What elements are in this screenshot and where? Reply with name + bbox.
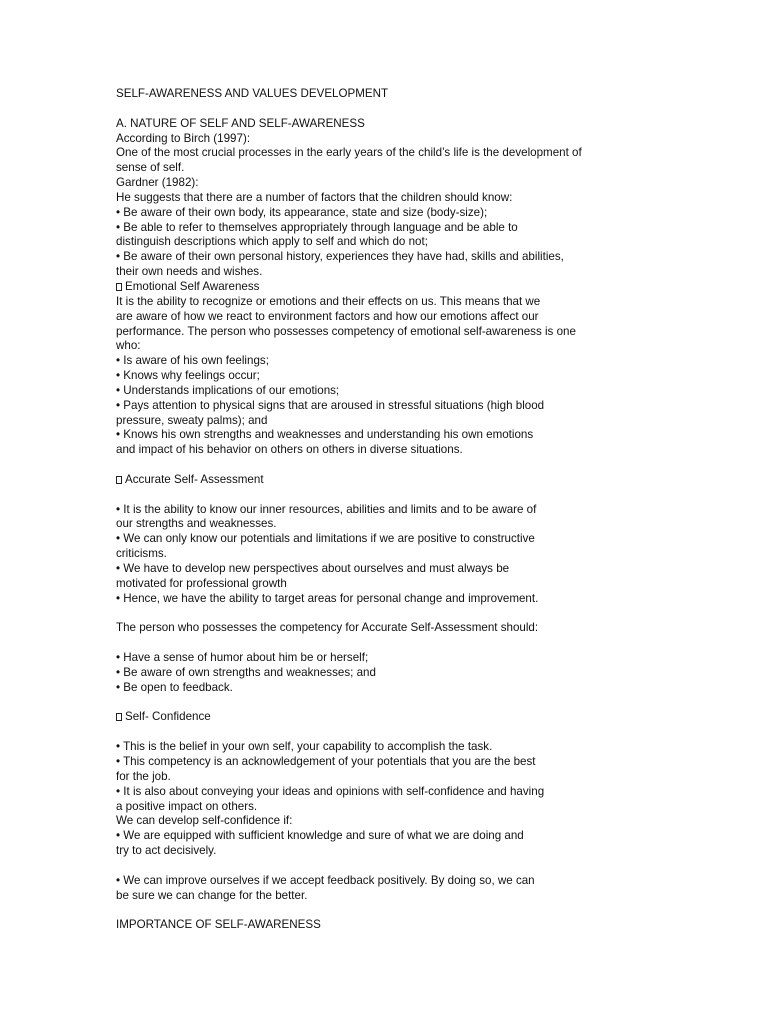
section-heading bbox=[116, 473, 716, 488]
text-line: • It is also about conveying your ideas and opinions with self-confidence and having bbox=[116, 784, 545, 798]
text-line: He suggests that there are a number of factors that the children should know: bbox=[116, 190, 513, 204]
text-line: We can develop self-confidence if: bbox=[116, 814, 293, 828]
section-heading-text: Self- Confidence bbox=[125, 710, 211, 724]
section-heading-text: Emotional Self Awareness bbox=[125, 279, 260, 293]
missing-glyph-icon bbox=[116, 283, 122, 291]
blank-line bbox=[116, 903, 716, 918]
missing-glyph-icon bbox=[116, 713, 122, 721]
text-line: • Pays attention to physical signs that are aroused in stressful situations (high blood bbox=[116, 398, 545, 412]
text-line: • We can only know our potentials and limitations if we are positive to constructive bbox=[116, 532, 535, 546]
text-line: pressure, sweaty palms); and bbox=[116, 413, 268, 427]
blank-line bbox=[116, 859, 716, 874]
blank-line bbox=[116, 102, 716, 117]
text-line: • Be open to feedback. bbox=[116, 680, 233, 694]
text-line: It is the ability to recognize or emotions and their effects on us. This means that we bbox=[116, 294, 541, 308]
text-line: • It is the ability to know our inner resources, abilities and limits and to be aware of bbox=[116, 502, 537, 516]
text-line: our strengths and weaknesses. bbox=[116, 517, 277, 531]
text-line: One of the most crucial processes in the early years of the child’s life is the development of bbox=[116, 146, 582, 160]
text-line: motivated for professional growth bbox=[116, 576, 287, 590]
text-line: • This competency is an acknowledgement of your potentials that you are the best bbox=[116, 754, 536, 768]
text-line: are aware of how we react to environment factors and how our emotions affect our bbox=[116, 309, 539, 323]
blank-line bbox=[116, 488, 716, 503]
text-line: IMPORTANCE OF SELF-AWARENESS bbox=[116, 918, 321, 932]
text-line: • This is the belief in your own self, your capability to accomplish the task. bbox=[116, 740, 493, 754]
section-heading-text: Accurate Self- Assessment bbox=[125, 472, 264, 486]
text-line: • Understands implications of our emotions; bbox=[116, 383, 340, 397]
text-line: • Be able to refer to themselves appropriately through language and be able to bbox=[116, 220, 518, 234]
document-page bbox=[116, 87, 716, 933]
text-line: According to Birch (1997): bbox=[116, 131, 251, 145]
text-line: The person who possesses the competency for Accurate Self-Assessment should: bbox=[116, 621, 539, 635]
text-line: • We have to develop new perspectives about ourselves and must always be bbox=[116, 562, 510, 575]
text-line: and impact of his behavior on others on others in diverse situations. bbox=[116, 443, 463, 457]
text-line: • Hence, we have the ability to target areas for personal change and improvement. bbox=[116, 591, 539, 605]
text-line: their own needs and wishes. bbox=[116, 265, 263, 279]
document-body bbox=[116, 117, 716, 933]
text-line: • Be aware of their own body, its appearance, state and size (body-size); bbox=[116, 205, 488, 219]
text-line: criticisms. bbox=[116, 547, 167, 561]
text-line: performance. The person who possesses competency of emotional self-awareness is one bbox=[116, 324, 576, 338]
text-line: • We are equipped with sufficient knowledge and sure of what we are doing and bbox=[116, 829, 524, 843]
blank-line bbox=[116, 636, 716, 651]
text-line: who: bbox=[116, 339, 141, 353]
missing-glyph-icon bbox=[116, 476, 122, 484]
text-line: • Knows why feelings occur; bbox=[116, 369, 260, 383]
blank-line bbox=[116, 696, 716, 711]
text-line: Gardner (1982): bbox=[116, 176, 199, 190]
text-line: A. NATURE OF SELF AND SELF-AWARENESS bbox=[116, 116, 365, 130]
section-heading bbox=[116, 710, 716, 725]
text-line: • Be aware of their own personal history, experiences they have had, skills and abilities, bbox=[116, 250, 564, 264]
section-heading bbox=[116, 280, 716, 295]
text-line: be sure we can change for the better. bbox=[116, 888, 308, 902]
blank-line bbox=[116, 725, 716, 740]
text-line: for the job. bbox=[116, 769, 171, 783]
blank-line bbox=[116, 458, 716, 473]
text-line: try to act decisively. bbox=[116, 844, 217, 858]
text-line: • Have a sense of humor about him be or herself; bbox=[116, 651, 369, 665]
text-line: sense of self. bbox=[116, 161, 185, 175]
blank-line bbox=[116, 607, 716, 622]
text-line: • Knows his own strengths and weaknesses and understanding his own emotions bbox=[116, 428, 534, 442]
text-line: • Be aware of own strengths and weaknesses; and bbox=[116, 665, 376, 679]
text-line: • We can improve ourselves if we accept feedback positively. By doing so, we can bbox=[116, 873, 535, 887]
text-line: • Is aware of his own feelings; bbox=[116, 354, 269, 368]
text-line: a positive impact on others. bbox=[116, 799, 258, 813]
text-line: distinguish descriptions which apply to self and which do not; bbox=[116, 235, 428, 249]
document-title: SELF-AWARENESS AND VALUES DEVELOPMENT bbox=[116, 87, 389, 100]
